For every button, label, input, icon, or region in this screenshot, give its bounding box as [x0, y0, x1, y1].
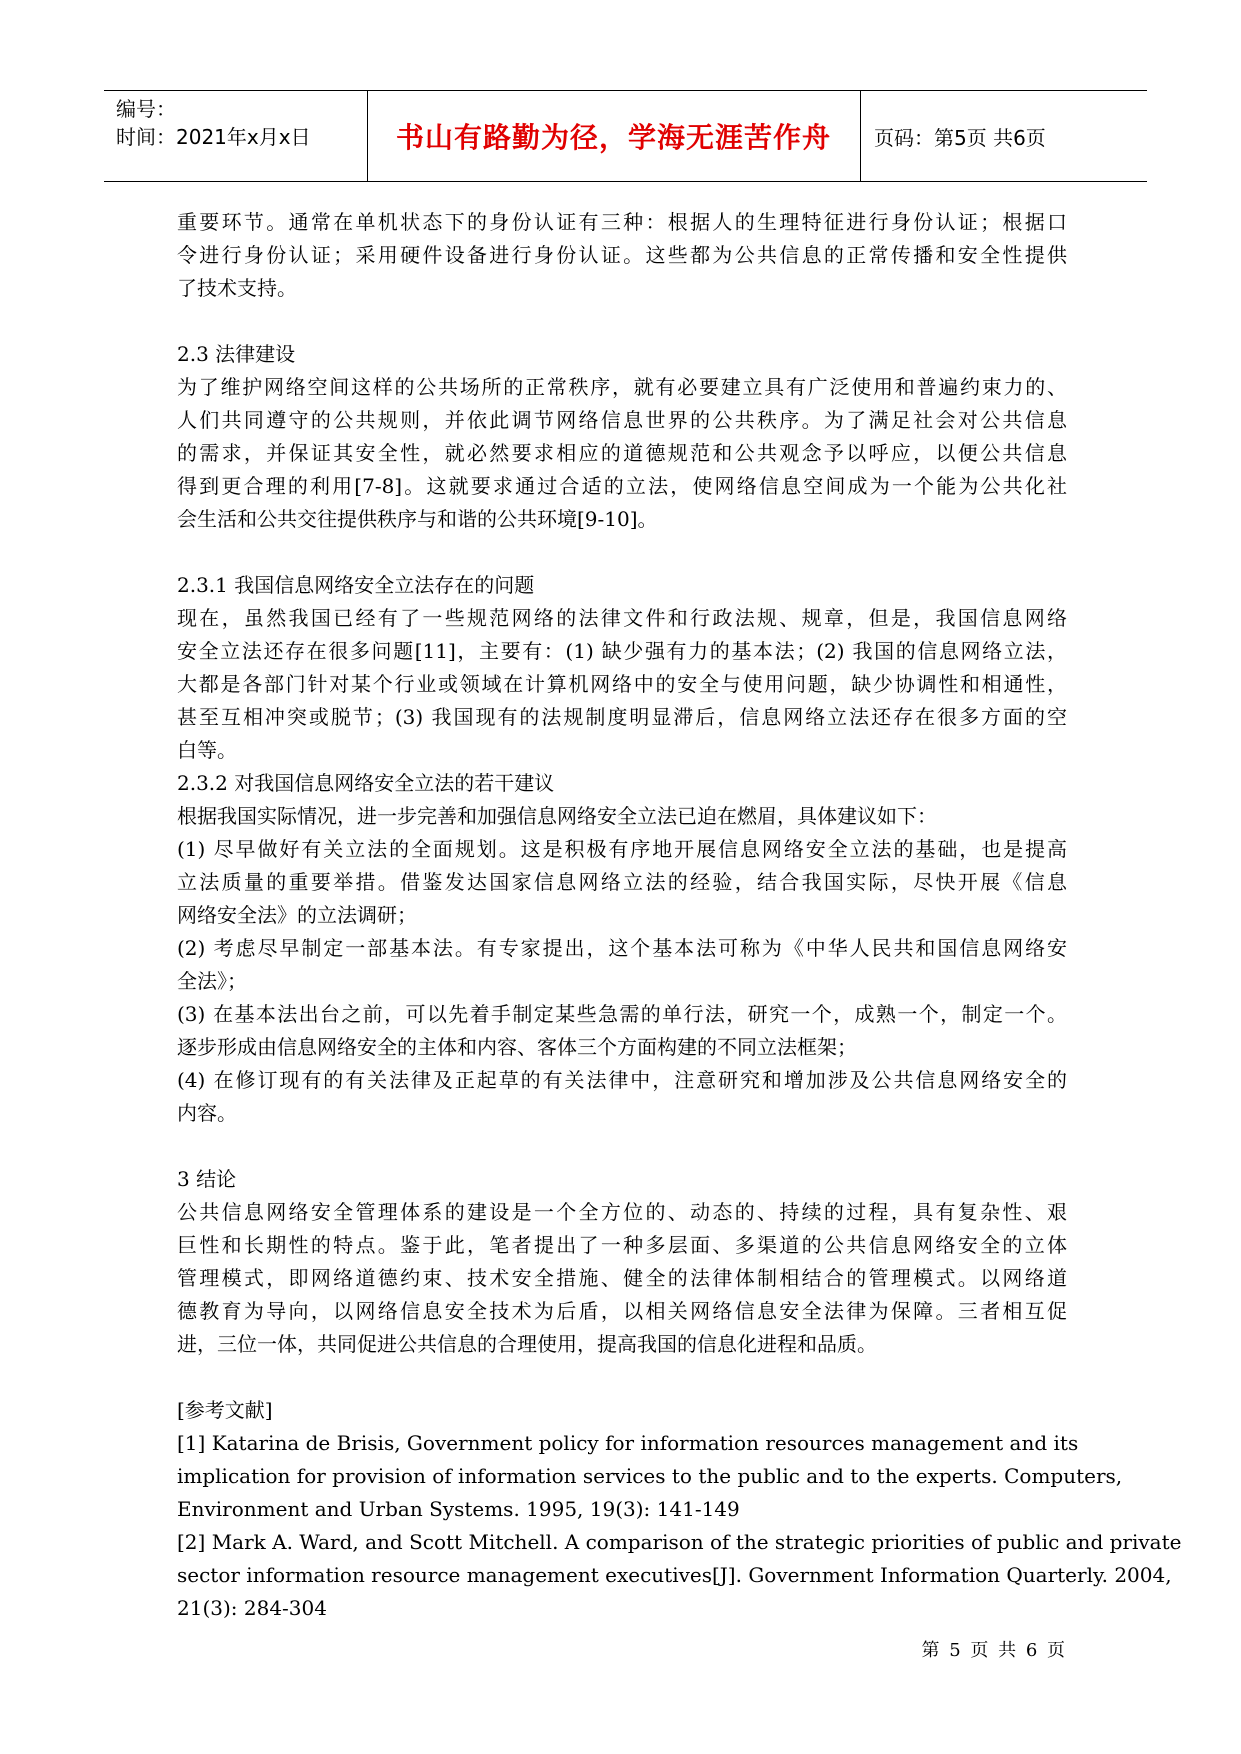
text-line: 会生活和公共交往提供秩序与和谐的公共环境[9-10]。 — [177, 507, 658, 531]
paragraph-law — [177, 371, 1067, 536]
text-line: 进，三位一体，共同促进公共信息的合理使用，提高我国的信息化进程和品质。 — [177, 1332, 877, 1356]
header-motto-cell — [367, 91, 861, 181]
text-line: 甚至互相冲突或脱节；(3) 我国现有的法规制度明显滞后，信息网络立法还存在很多方面的空 — [177, 705, 1067, 729]
paragraph-suggestions — [177, 800, 1067, 1130]
text-line: (4) 在修订现有的有关法律及正起草的有关法律中，注意研究和增加涉及公共信息网络安全的 — [177, 1068, 1067, 1092]
text-line: 全法》； — [177, 969, 247, 993]
paragraph-auth — [177, 206, 1067, 305]
header-info-cell — [104, 91, 368, 181]
reference-line: [1] Katarina de Brisis, Government policy for information resources management and its — [177, 1431, 1079, 1455]
section-heading-3: 3 结论 — [177, 1167, 237, 1191]
document-body — [177, 206, 1182, 1625]
reference-line: [2] Mark A. Ward, and Scott Mitchell. A comparison of the strategic priorities of public and private — [177, 1530, 1182, 1554]
header-table — [104, 90, 1147, 182]
page-code: 页码：第5页 共6页 — [874, 125, 1046, 150]
text-line: 现在，虽然我国已经有了一些规范网络的法律文件和行政法规、规章，但是，我国信息网络 — [177, 606, 1067, 630]
text-line: 网络安全法》的立法调研； — [177, 903, 417, 927]
section-heading-2-3-2: 2.3.2 对我国信息网络安全立法的若干建议 — [177, 771, 555, 795]
text-line: 了技术支持。 — [177, 276, 297, 300]
text-line: 的需求，并保证其安全性，就必然要求相应的道德规范和公共观念予以呼应，以便公共信息 — [177, 441, 1067, 465]
text-line: 令进行身份认证；采用硬件设备进行身份认证。这些都为公共信息的正常传播和安全性提供 — [177, 243, 1067, 267]
text-line: 管理模式，即网络道德约束、技术安全措施、健全的法律体制相结合的管理模式。以网络道 — [177, 1266, 1067, 1290]
text-line: 立法质量的重要举措。借鉴发达国家信息网络立法的经验，结合我国实际，尽快开展《信息 — [177, 870, 1067, 894]
references-list — [177, 1427, 1182, 1625]
reference-line: sector information resource management executives[J]. Government Information Quarterly. 2004, — [177, 1563, 1172, 1587]
text-line: (1) 尽早做好有关立法的全面规划。这是积极有序地开展信息网络安全立法的基础，也是提高 — [177, 837, 1067, 861]
text-line: 得到更合理的利用[7-8]。这就要求通过合适的立法，使网络信息空间成为一个能为公共化社 — [177, 474, 1067, 498]
text-line: 为了维护网络空间这样的公共场所的正常秩序，就有必要建立具有广泛使用和普遍约束力的、 — [177, 375, 1067, 399]
reference-line: 21(3): 284-304 — [177, 1596, 327, 1620]
section-heading-2-3-1: 2.3.1 我国信息网络安全立法存在的问题 — [177, 573, 535, 597]
text-line: 公共信息网络安全管理体系的建设是一个全方位的、动态的、持续的过程，具有复杂性、艰 — [177, 1200, 1067, 1224]
text-line: (3) 在基本法出台之前，可以先着手制定某些急需的单行法，研究一个，成熟一个，制定一个。 — [177, 1002, 1067, 1026]
text-line: 逐步形成由信息网络安全的主体和内容、客体三个方面构建的不同立法框架； — [177, 1035, 857, 1059]
serial-label: 编号： — [116, 97, 176, 121]
page-footer: 第 5 页 共 6 页 — [921, 1640, 1067, 1661]
text-line: (2) 考虑尽早制定一部基本法。有专家提出，这个基本法可称为《中华人民共和国信息网络安 — [177, 936, 1067, 960]
text-line: 内容。 — [177, 1101, 237, 1125]
text-line: 巨性和长期性的特点。鉴于此，笔者提出了一种多层面、多渠道的公共信息网络安全的立体 — [177, 1233, 1067, 1257]
motto-text: 书山有路勤为径，学海无涯苦作舟 — [395, 121, 831, 154]
text-line: 白等。 — [177, 738, 237, 762]
time-label: 时间：2021年x月x日 — [116, 125, 311, 149]
header-page-cell — [860, 91, 1147, 181]
text-line: 德教育为导向，以网络信息安全技术为后盾，以相关网络信息安全法律为保障。三者相互促 — [177, 1299, 1067, 1323]
references-title: [参考文献] — [177, 1398, 273, 1422]
text-line: 大都是各部门针对某个行业或领域在计算机网络中的安全与使用问题，缺少协调性和相通性， — [177, 672, 1067, 696]
reference-line: Environment and Urban Systems. 1995, 19(3): 141-149 — [177, 1497, 740, 1521]
text-line: 人们共同遵守的公共规则，并依此调节网络信息世界的公共秩序。为了满足社会对公共信息 — [177, 408, 1067, 432]
text-line: 安全立法还存在很多问题[11]，主要有：(1) 缺少强有力的基本法；(2) 我国的信息网络立法， — [177, 639, 1067, 663]
text-line: 根据我国实际情况，进一步完善和加强信息网络安全立法已迫在燃眉，具体建议如下： — [177, 804, 937, 828]
text-line: 重要环节。通常在单机状态下的身份认证有三种：根据人的生理特征进行身份认证；根据口 — [177, 210, 1067, 234]
paragraph-conclusion — [177, 1196, 1067, 1361]
paragraph-problems — [177, 602, 1067, 767]
section-heading-2-3: 2.3 法律建设 — [177, 342, 296, 366]
reference-line: implication for provision of information services to the public and to the experts. Computers, — [177, 1464, 1123, 1488]
